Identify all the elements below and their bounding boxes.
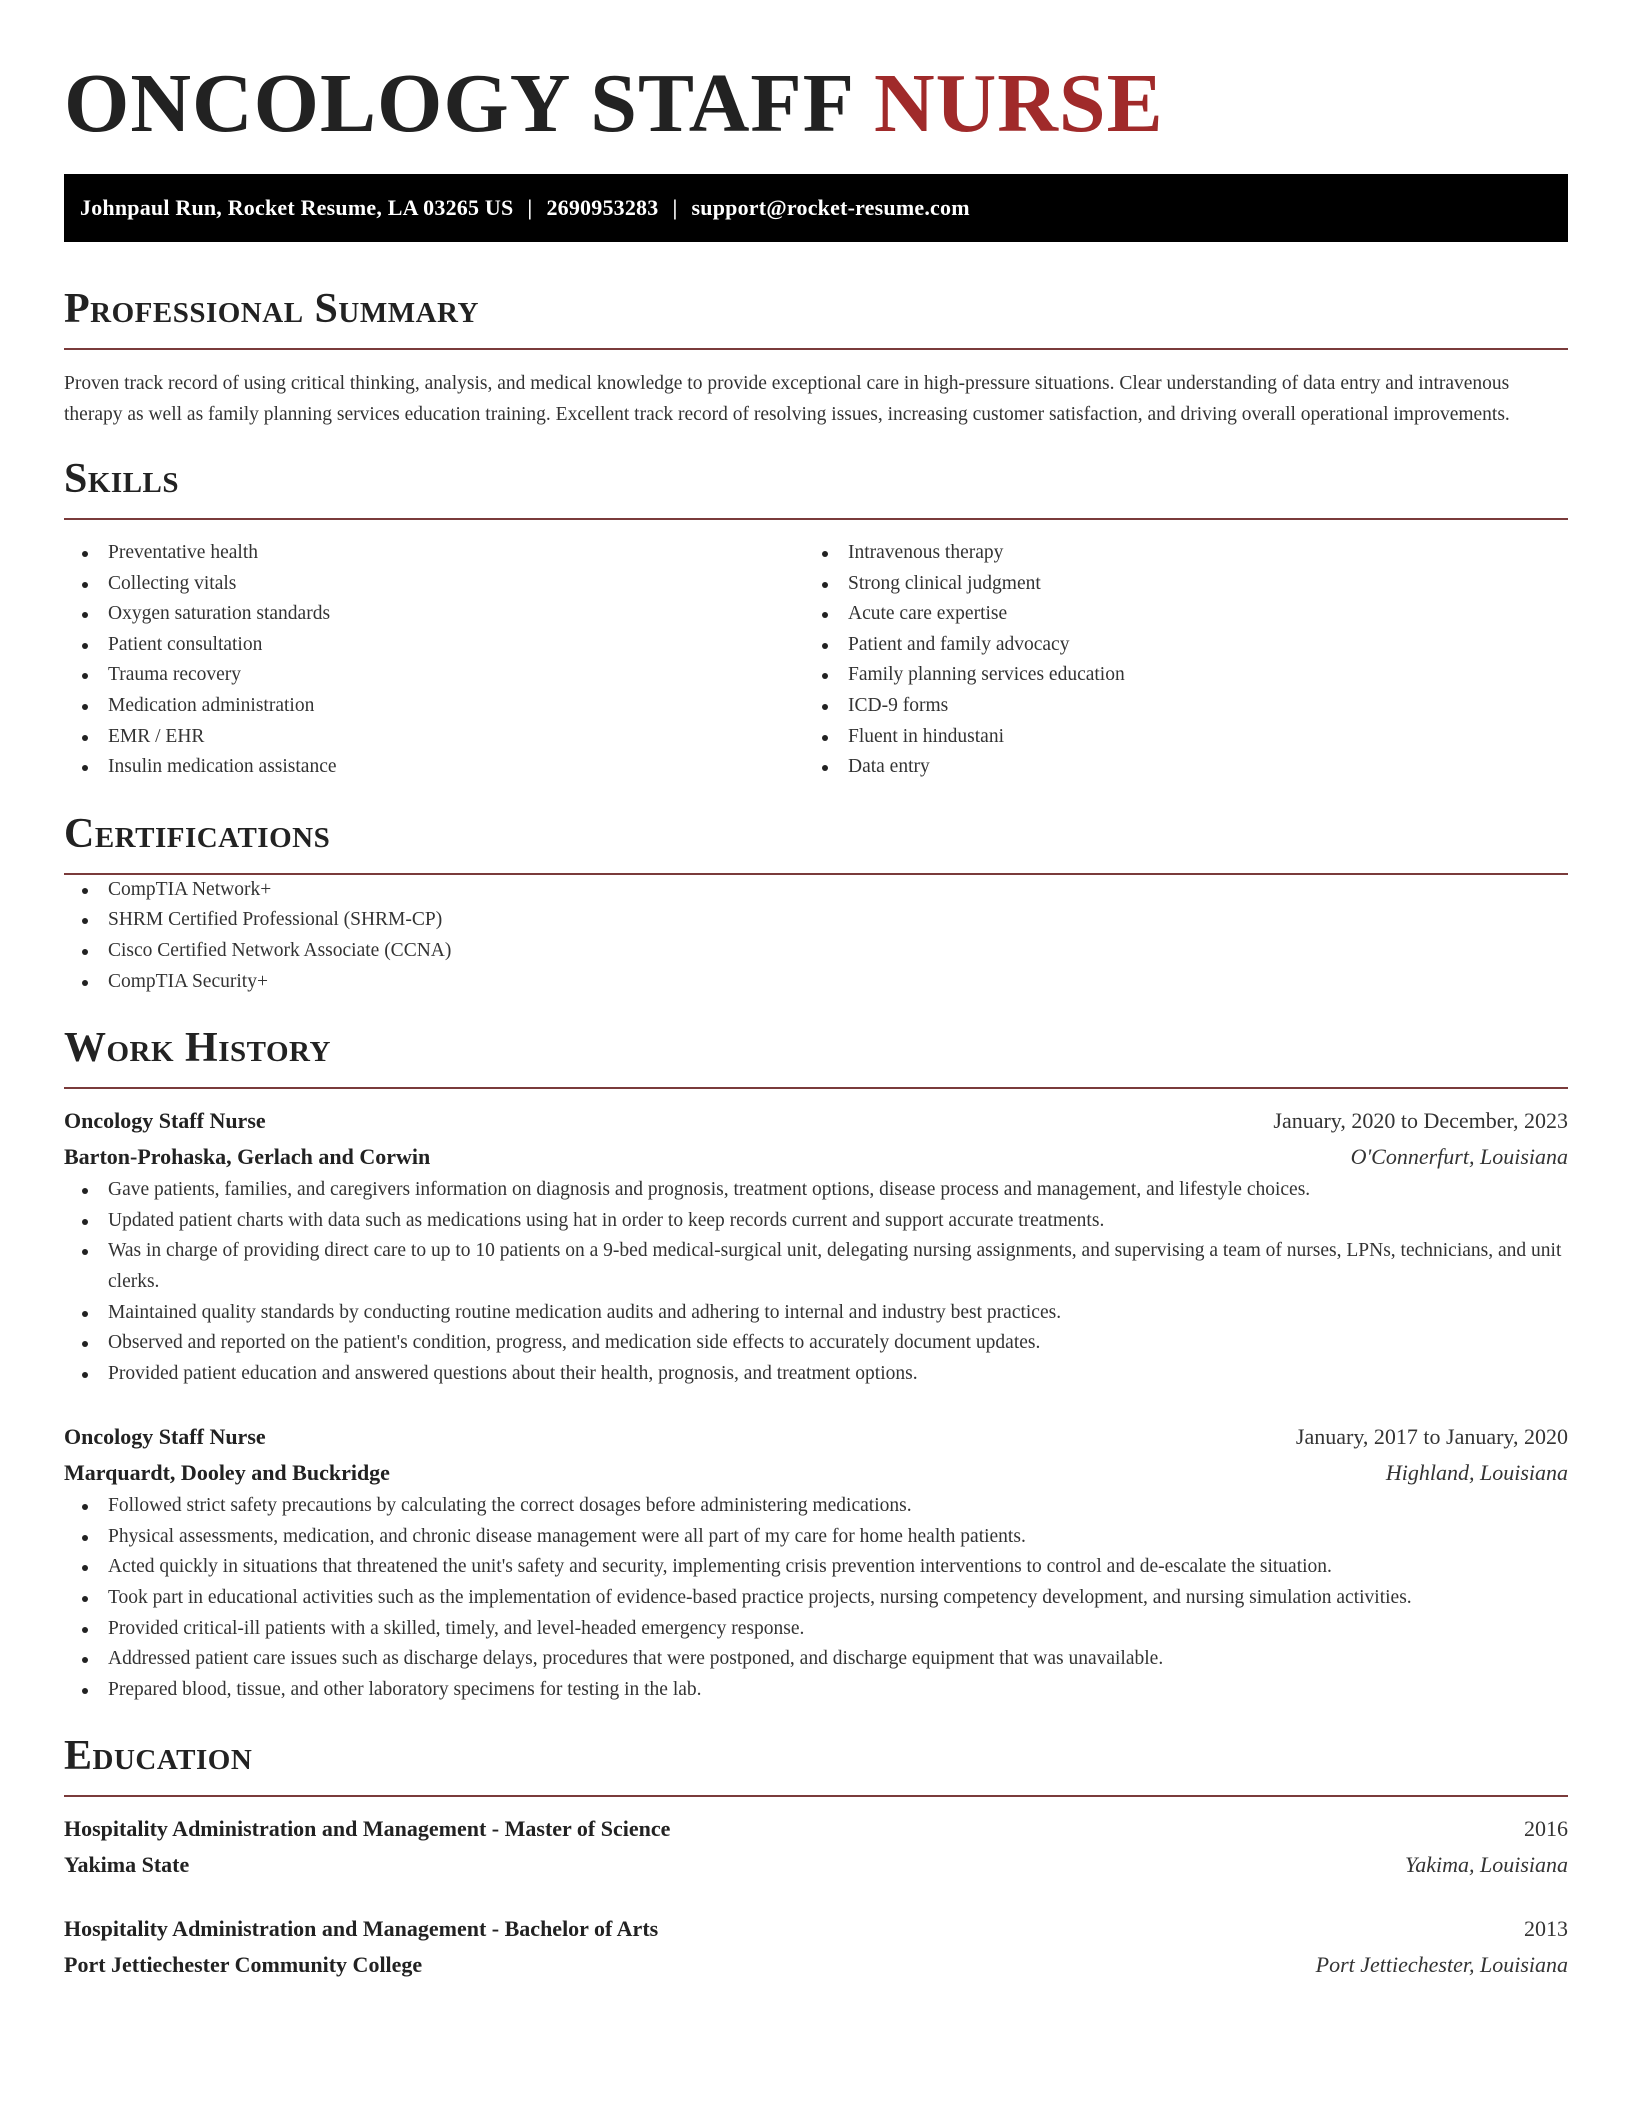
certifications-list: [64, 875, 1568, 997]
skill-item: Acute care expertise: [804, 599, 1544, 630]
section-divider: [64, 1087, 1568, 1089]
contact-email[interactable]: support@rocket-resume.com: [691, 195, 970, 220]
job-duty-item: Prepared blood, tissue, and other laboratory specimens for testing in the lab.: [64, 1675, 1568, 1706]
skill-item: Collecting vitals: [64, 569, 804, 600]
education-location: Port Jettiechester, Louisiana: [1315, 1952, 1568, 1978]
job-duty-item: Took part in educational activities such as the implementation of evidence-based practice projects, nursing competency development, and nursing simulation activities.: [64, 1583, 1568, 1614]
job-duty-item: Observed and reported on the patient's condition, progress, and medication side effects to accurately document updates.: [64, 1328, 1568, 1359]
job-duty-item: Was in charge of providing direct care to up to 10 patients on a 9-bed medical-surgical unit, delegating nursing assignments, and supervising a team of nurses, LPNs, technicians, and unit clerks.: [64, 1236, 1568, 1297]
job-title: Oncology Staff Nurse: [64, 1424, 266, 1450]
job-entry: [64, 1103, 1568, 1389]
certification-item: SHRM Certified Professional (SHRM-CP): [64, 905, 1568, 936]
job-company-row: [64, 1139, 1568, 1175]
contact-separator: |: [672, 195, 678, 220]
skill-item: Preventative health: [64, 538, 804, 569]
skill-item: Strong clinical judgment: [804, 569, 1544, 600]
contact-phone: 2690953283: [546, 195, 659, 220]
summary-text: Proven track record of using critical thinking, analysis, and medical knowledge to provide exceptional care in high-pressure situations. Clear understanding of data entry and intravenous therapy as well as family planning services education training. Excellent track record of resolving issues, increasing customer satisfaction, and driving overall operational improvements.: [64, 373, 1510, 425]
section-divider: [64, 518, 1568, 520]
job-dates: January, 2020 to December, 2023: [1273, 1108, 1568, 1134]
section-divider: [64, 1795, 1568, 1797]
job-duty-item: Gave patients, families, and caregivers information on diagnosis and prognosis, treatment options, disease process and management, and lifestyle choices.: [64, 1175, 1568, 1206]
skill-item: Insulin medication assistance: [64, 752, 804, 783]
job-company: Marquardt, Dooley and Buckridge: [64, 1460, 390, 1486]
job-duties-list: [64, 1175, 1568, 1389]
job-header-row: [64, 1103, 1568, 1139]
skill-item: Intravenous therapy: [804, 538, 1544, 569]
education-heading: Education: [64, 1733, 253, 1780]
education-school-row: [64, 1947, 1568, 1983]
education-school-row: [64, 1847, 1568, 1883]
job-title: Oncology Staff Nurse: [64, 1108, 266, 1134]
skill-item: ICD-9 forms: [804, 691, 1544, 722]
job-entry: [64, 1419, 1568, 1705]
education-year: 2013: [1524, 1916, 1568, 1942]
job-duty-item: Provided critical-ill patients with a skilled, timely, and level-headed emergency response.: [64, 1614, 1568, 1645]
job-location: O'Connerfurt, Louisiana: [1350, 1144, 1568, 1170]
skill-item: Oxygen saturation standards: [64, 599, 804, 630]
skills-right-list: [804, 538, 1544, 783]
job-location: Highland, Louisiana: [1385, 1460, 1568, 1486]
summary-heading: Professional Summary: [64, 286, 479, 332]
education-degree: Hospitality Administration and Management - Master of Science: [64, 1816, 671, 1842]
skill-item: Patient consultation: [64, 630, 804, 661]
job-duty-item: Followed strict safety precautions by calculating the correct dosages before administering medications.: [64, 1491, 1568, 1522]
contact-separator: |: [527, 195, 533, 220]
certifications-section: [64, 809, 1568, 997]
title-main: ONCOLOGY STAFF: [64, 57, 852, 150]
education-degree-row: [64, 1911, 1568, 1947]
skills-grid: [64, 538, 1568, 783]
job-company-row: [64, 1455, 1568, 1491]
job-duty-item: Addressed patient care issues such as discharge delays, procedures that were postponed, and discharge equipment that was unavailable.: [64, 1644, 1568, 1675]
summary-section: [64, 284, 1568, 430]
work-history-heading: Work History: [64, 1025, 331, 1072]
job-company: Barton-Prohaska, Gerlach and Corwin: [64, 1144, 431, 1170]
certification-item: CompTIA Security+: [64, 967, 1568, 998]
skill-item: Fluent in hindustani: [804, 722, 1544, 753]
job-duty-item: Maintained quality standards by conducting routine medication audits and adhering to internal and industry best practices.: [64, 1298, 1568, 1329]
skill-item: Patient and family advocacy: [804, 630, 1544, 661]
skill-item: Data entry: [804, 752, 1544, 783]
education-school: Port Jettiechester Community College: [64, 1952, 423, 1978]
skills-section: [64, 454, 1568, 783]
contact-address: Johnpaul Run, Rocket Resume, LA 03265 US: [80, 195, 514, 220]
education-entry: [64, 1811, 1568, 1883]
resume-title: [64, 54, 1568, 154]
job-duty-item: Acted quickly in situations that threatened the unit's safety and security, implementing crisis prevention interventions to control and de-escalate the situation.: [64, 1552, 1568, 1583]
section-divider: [64, 348, 1568, 350]
certification-item: CompTIA Network+: [64, 875, 1568, 906]
job-duty-item: Provided patient education and answered questions about their health, prognosis, and treatment options.: [64, 1359, 1568, 1390]
education-degree: Hospitality Administration and Management - Bachelor of Arts: [64, 1916, 659, 1942]
education-degree-row: [64, 1811, 1568, 1847]
job-header-row: [64, 1419, 1568, 1455]
job-dates: January, 2017 to January, 2020: [1295, 1424, 1568, 1450]
skill-item: Medication administration: [64, 691, 804, 722]
job-duty-item: Updated patient charts with data such as medications using hat in order to keep records current and support accurate treatments.: [64, 1206, 1568, 1237]
education-entry: [64, 1911, 1568, 1983]
skills-left-list: [64, 538, 804, 783]
contact-bar: [64, 174, 1568, 242]
skill-item: Trauma recovery: [64, 660, 804, 691]
job-duty-item: Physical assessments, medication, and chronic disease management were all part of my care for home health patients.: [64, 1522, 1568, 1553]
certifications-heading: Certifications: [64, 810, 331, 857]
resume-page: [64, 54, 1568, 1983]
work-history-section: [64, 1023, 1568, 1705]
skills-heading: Skills: [64, 456, 180, 502]
education-location: Yakima, Louisiana: [1404, 1852, 1568, 1878]
skill-item: Family planning services education: [804, 660, 1544, 691]
certification-item: Cisco Certified Network Associate (CCNA): [64, 936, 1568, 967]
education-year: 2016: [1524, 1816, 1568, 1842]
education-section: [64, 1731, 1568, 1983]
title-accent: NURSE: [873, 57, 1164, 150]
education-school: Yakima State: [64, 1852, 190, 1878]
job-duties-list: [64, 1491, 1568, 1705]
skill-item: EMR / EHR: [64, 722, 804, 753]
